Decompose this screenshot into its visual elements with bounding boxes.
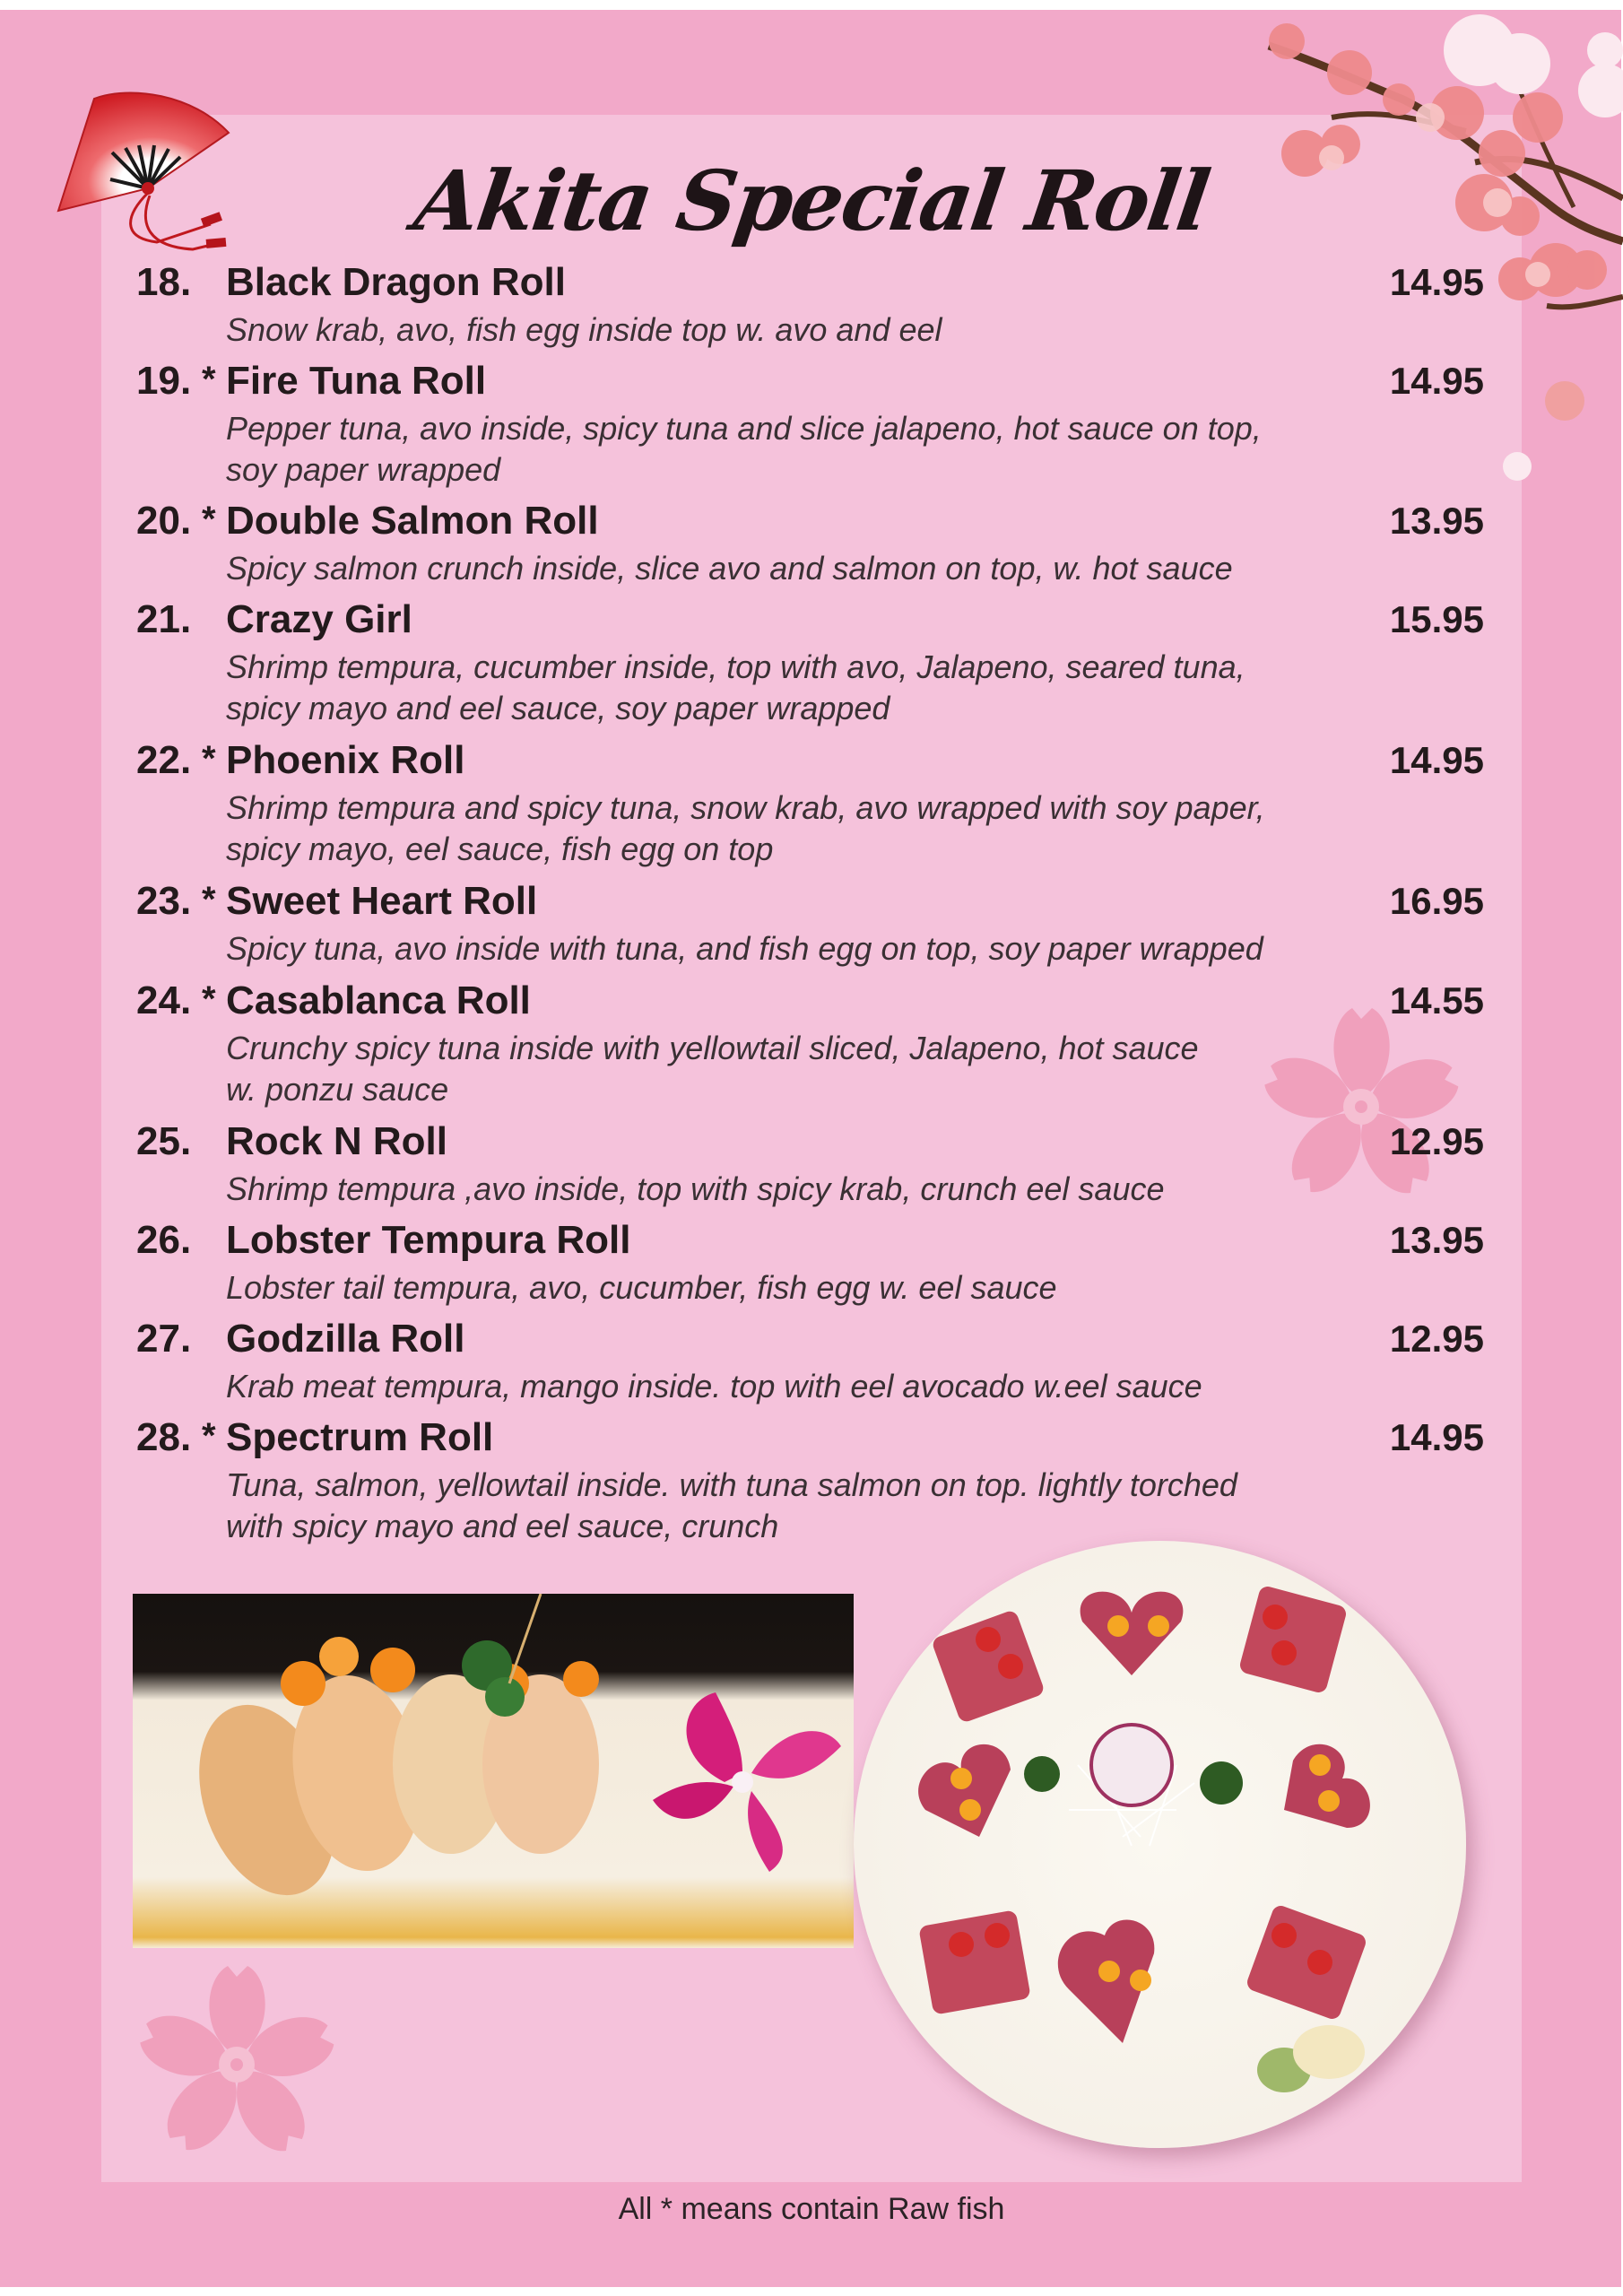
- item-number: 25.: [136, 1119, 192, 1163]
- raw-fish-marker: *: [202, 500, 216, 539]
- item-name: Fire Tuna Roll: [226, 359, 487, 403]
- item-price: 16.95: [1389, 880, 1484, 922]
- raw-fish-marker: *: [202, 739, 216, 778]
- item-name: Casablanca Roll: [226, 978, 531, 1022]
- item-price: 12.95: [1389, 1318, 1484, 1360]
- item-price: 14.55: [1389, 979, 1484, 1022]
- item-description: Pepper tuna, avo inside, spicy tuna and slice jalapeno, hot sauce on top, soy paper wrapped: [226, 410, 1262, 488]
- item-description: Spicy tuna, avo inside with tuna, and fish egg on top, soy paper wrapped: [226, 930, 1263, 967]
- item-name: Spectrum Roll: [226, 1415, 494, 1459]
- item-description: Lobster tail tempura, avo, cucumber, fish egg w. eel sauce: [226, 1269, 1057, 1306]
- falling-petal-icon: [1542, 377, 1587, 426]
- item-description: Shrimp tempura and spicy tuna, snow krab, avo wrapped with soy paper, spicy mayo, eel sauce, fish egg on top: [226, 789, 1265, 867]
- falling-petal-icon: [1499, 448, 1535, 484]
- item-price: 15.95: [1389, 598, 1484, 640]
- item-name: Double Salmon Roll: [226, 499, 599, 543]
- item-number: 20.: [136, 499, 192, 543]
- item-price: 12.95: [1389, 1120, 1484, 1162]
- item-number: 22.: [136, 738, 192, 782]
- item-name: Crazy Girl: [226, 597, 412, 641]
- raw-fish-marker: *: [202, 360, 216, 399]
- item-number: 28.: [136, 1415, 192, 1459]
- raw-fish-marker: *: [202, 880, 216, 919]
- item-price: 14.95: [1389, 360, 1484, 402]
- item-price: 14.95: [1389, 739, 1484, 781]
- raw-fish-marker: *: [202, 979, 216, 1019]
- raw-fish-marker: *: [202, 1416, 216, 1456]
- item-description: Krab meat tempura, mango inside. top with eel avocado w.eel sauce: [226, 1368, 1202, 1405]
- item-price: 13.95: [1389, 1219, 1484, 1261]
- item-number: 19.: [136, 359, 192, 403]
- item-name: Lobster Tempura Roll: [226, 1218, 631, 1262]
- item-name: Black Dragon Roll: [226, 260, 566, 304]
- sushi-plate-photo: [854, 1541, 1466, 2148]
- item-price: 14.95: [1389, 261, 1484, 303]
- item-description: Snow krab, avo, fish egg inside top w. avo and eel: [226, 311, 942, 348]
- item-name: Rock N Roll: [226, 1119, 447, 1163]
- item-price: 13.95: [1389, 500, 1484, 542]
- item-number: 18.: [136, 260, 192, 304]
- item-number: 24.: [136, 978, 192, 1022]
- item-description: Crunchy spicy tuna inside with yellowtail sliced, Jalapeno, hot sauce w. ponzu sauce: [226, 1030, 1199, 1108]
- item-name: Godzilla Roll: [226, 1317, 465, 1361]
- item-number: 26.: [136, 1218, 192, 1262]
- item-number: 23.: [136, 879, 192, 923]
- raw-fish-note: All * means contain Raw fish: [618, 2192, 1005, 2226]
- sushi-roll-photo: [133, 1594, 854, 1948]
- item-name: Phoenix Roll: [226, 738, 465, 782]
- item-number: 21.: [136, 597, 192, 641]
- item-price: 14.95: [1389, 1416, 1484, 1458]
- item-number: 27.: [136, 1317, 192, 1361]
- item-description: Spicy salmon crunch inside, slice avo and salmon on top, w. hot sauce: [226, 550, 1233, 587]
- page-title: Akita Special Roll: [409, 152, 1214, 249]
- item-description: Shrimp tempura, cucumber inside, top with avo, Jalapeno, seared tuna, spicy mayo and eel sauce, soy paper wrapped: [226, 648, 1245, 726]
- item-description: Shrimp tempura ,avo inside, top with spicy krab, crunch eel sauce: [226, 1170, 1165, 1207]
- item-name: Sweet Heart Roll: [226, 879, 538, 923]
- sakura-flower-icon: [133, 1964, 341, 2165]
- item-description: Tuna, salmon, yellowtail inside. with tuna salmon on top. lightly torched with spicy mayo and eel sauce, crunch: [226, 1466, 1237, 1544]
